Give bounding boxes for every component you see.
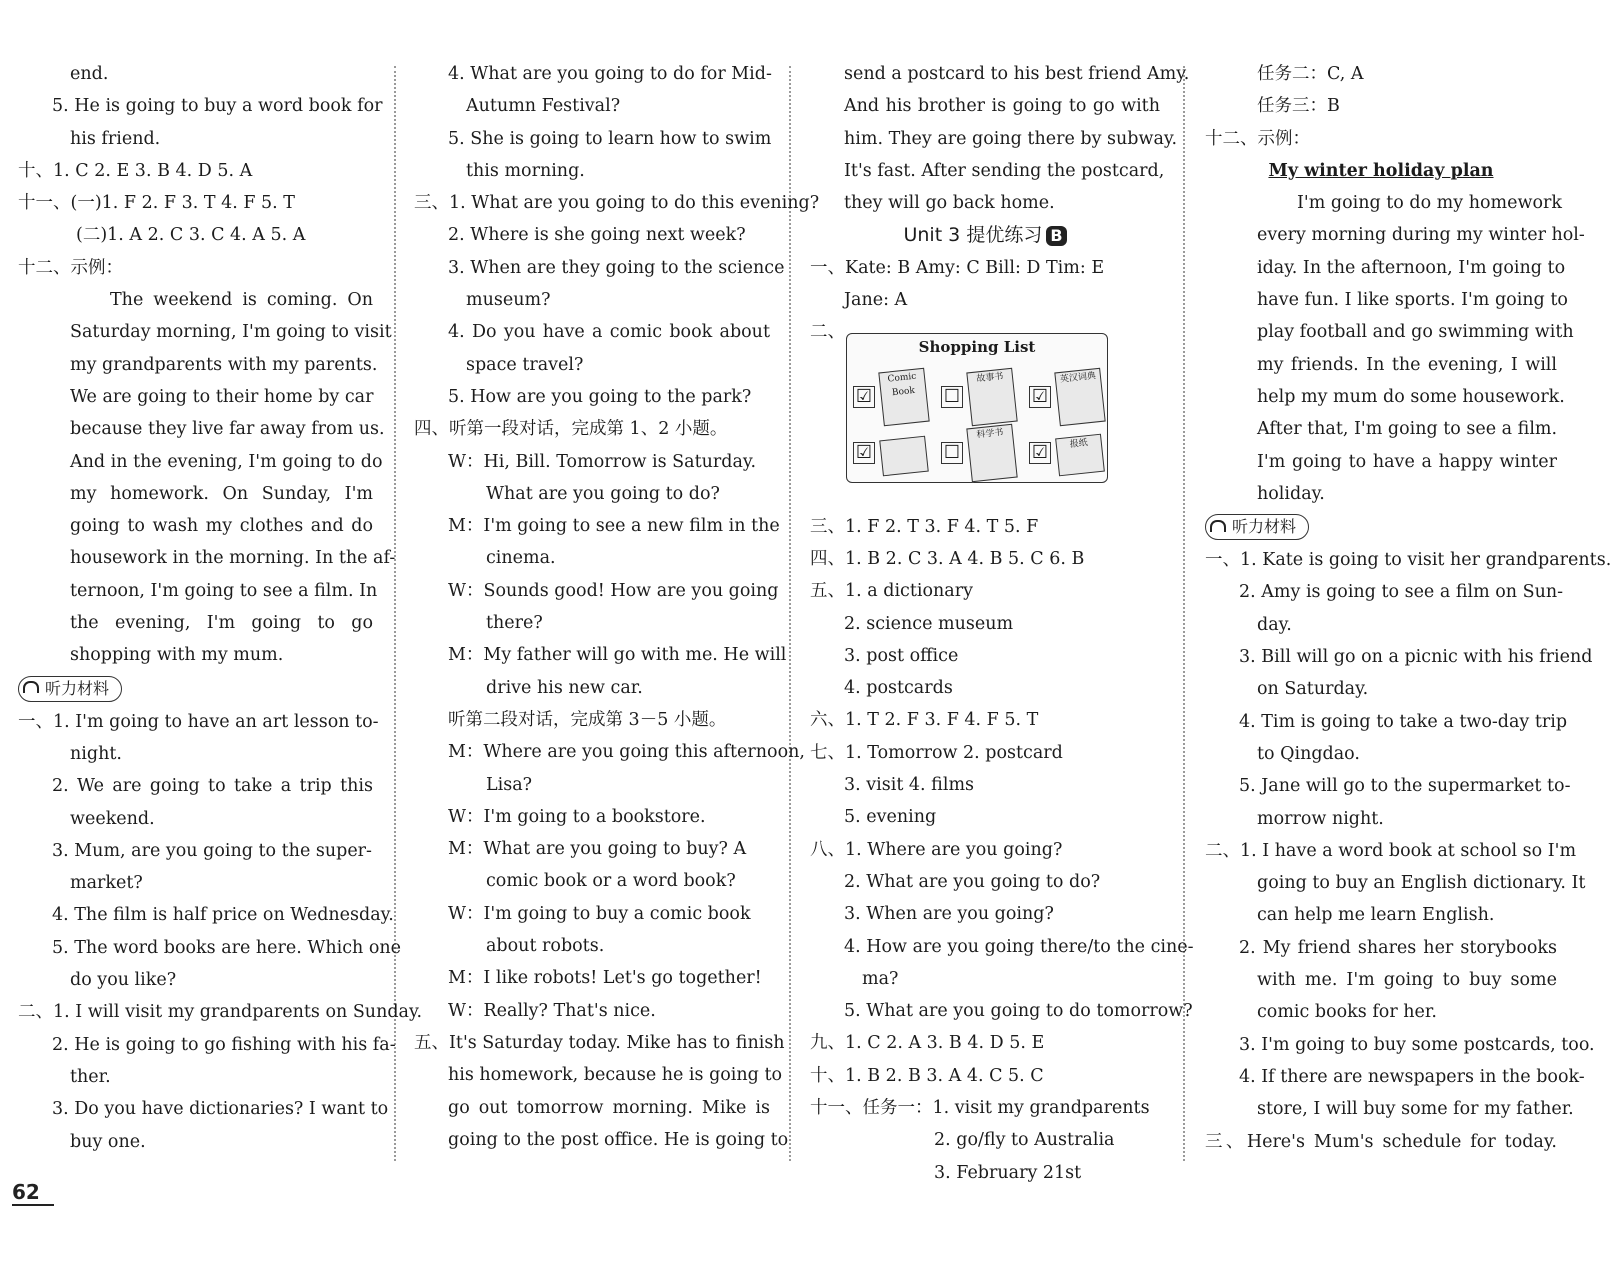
shopping-list-title: Shopping List (918, 338, 1036, 356)
shopping-item (941, 370, 1021, 424)
text-line: 任务三：B (1257, 96, 1340, 117)
answer-line: 五、1. a dictionary (810, 581, 973, 602)
checkbox: ☐ (941, 442, 963, 464)
answer-line: 四、1. B 2. C 3. A 4. B 5. C 6. B (810, 548, 1085, 569)
answer-line: 3. post office (844, 645, 959, 666)
answer-line: 2. go/fly to Australia (934, 1130, 1115, 1151)
answer-line: 十、1. C 2. E 3. B 4. D 5. A (18, 160, 253, 181)
text-line: to Qingdao. (1257, 743, 1360, 764)
answer-line: 3. When are you going? (844, 904, 1054, 925)
text-line: 5. The word books are here. Which one (52, 937, 402, 958)
dialogue-line: W：Sounds good! How are you going (448, 580, 779, 601)
text-line: 3. Mum, are you going to the super- (52, 840, 372, 861)
listening-badge (1205, 510, 1557, 544)
dialogue-line: M：I'm going to see a new film in the (448, 516, 780, 537)
text-line: museum? (466, 290, 551, 311)
column-1 (18, 58, 423, 1158)
text-line: ther. (70, 1066, 111, 1087)
answer-line: 4. How are you going there/to the cine- (844, 936, 1194, 957)
text-line: And his brother is going to go with (844, 96, 1160, 117)
text-line: buy one. (70, 1131, 146, 1152)
checkbox: ☑ (1029, 442, 1051, 464)
checkbox: ☑ (853, 386, 875, 408)
text-line: 3. I'm going to buy some postcards, too. (1239, 1034, 1595, 1055)
text-line: 2. Where is she going next week? (448, 225, 746, 246)
answer-line: 七、1. Tomorrow 2. postcard (810, 742, 1063, 763)
text-line: him. They are going there by subway. (844, 128, 1178, 149)
badge-label: 听力材料 (1232, 517, 1297, 537)
dialogue-line: drive his new car. (486, 677, 643, 698)
newspaper-icon: 报纸 (1055, 434, 1105, 477)
badge-label: 听力材料 (45, 678, 110, 698)
essay-line: The weekend is coming. On (110, 290, 373, 311)
text-line: his homework, because he is going to (448, 1065, 783, 1086)
text-line: with me. I'm going to buy some (1257, 970, 1557, 991)
dialogue-line: W：Really? That's nice. (448, 1000, 656, 1021)
section-heading: 十二、示例： (1205, 128, 1310, 149)
shopping-item (853, 426, 933, 480)
text-line: 4. If there are newspapers in the book- (1239, 1066, 1585, 1087)
text-line: going to buy an English dictionary. It (1257, 873, 1586, 894)
storybook-icon: 故事书 (966, 368, 1017, 427)
answer-line: 2. What are you going to do? (844, 871, 1101, 892)
text-line: 5. He is going to buy a word book for (52, 96, 383, 117)
text-line: end. (70, 64, 109, 84)
answer-line: 2. science museum (844, 613, 1014, 634)
text-line: Autumn Festival? (466, 96, 621, 117)
text-line: weekend. (70, 808, 155, 829)
text-line: Jane: A (844, 290, 908, 311)
essay-line: iday. In the afternoon, I'm going to (1257, 257, 1566, 278)
text-line: It's fast. After sending the postcard, (844, 160, 1165, 181)
science-book-icon: 科学书 (966, 424, 1017, 483)
text-line: 五、It's Saturday today. Mike has to finish (414, 1032, 785, 1053)
text-line: 3. Bill will go on a picnic with his friend (1239, 647, 1593, 668)
checkbox: ☑ (853, 442, 875, 464)
headphones-icon (23, 681, 39, 693)
text-line: 5. How are you going to the park? (448, 386, 752, 407)
essay-line: my friends. In the evening, I will (1257, 354, 1557, 375)
text-line: 三、1. What are you going to do this evening? (414, 193, 820, 214)
shopping-list-figure (846, 333, 1108, 483)
dialogue-line: What are you going to do? (486, 483, 720, 504)
answer-line: 九、1. C 2. A 3. B 4. D 5. E (810, 1033, 1045, 1054)
text-line: 二、1. I will visit my grandparents on Sunday. (18, 1002, 423, 1023)
unit-heading (810, 219, 1160, 251)
essay-line: play football and go swimming with (1257, 322, 1574, 343)
essay-line: every morning during my winter hol- (1257, 225, 1585, 246)
text-line: 一、1. I'm going to have an art lesson to- (18, 711, 379, 732)
text-line: 5. She is going to learn how to swim (448, 128, 772, 149)
text-line: going to the post office. He is going to (448, 1129, 789, 1150)
text-line: can help me learn English. (1257, 905, 1495, 926)
shopping-item (1029, 370, 1109, 424)
section-heading: 十二、示例： (18, 257, 123, 278)
text-line: 4. What are you going to do for Mid- (448, 64, 772, 84)
unit-title: Unit 3 提优练习 (903, 224, 1043, 247)
answer-line: 八、1. Where are you going? (810, 839, 1063, 860)
answer-line: 3. February 21st (934, 1162, 1082, 1183)
answer-line: (二)1. A 2. C 3. C 4. A 5. A (76, 225, 306, 246)
dialogue-line: there? (486, 613, 543, 634)
column-separator (789, 66, 791, 1161)
answer-line: 3. visit 4. films (844, 775, 975, 796)
column-4 (1205, 58, 1611, 1158)
text-line: 一、1. Kate is going to visit her grandparents. (1205, 550, 1611, 571)
column-separator (394, 66, 396, 1161)
text-line: 二、1. I have a word book at school so I'm (1205, 840, 1577, 861)
dialogue-line: Lisa? (486, 774, 533, 795)
text-line: they will go back home. (844, 193, 1055, 214)
checkbox: ☐ (941, 386, 963, 408)
text-line: 3. Do you have dictionaries? I want to (52, 1099, 389, 1120)
text-line: his friend. (70, 128, 161, 149)
comic-book-icon: Comic Book (878, 368, 929, 427)
answer-line: ma? (862, 968, 899, 989)
text-line: 4. Tim is going to take a two-day trip (1239, 711, 1568, 732)
dialogue-line: M：My father will go with me. He will (448, 645, 787, 666)
essay-line: going to wash my clothes and do (70, 516, 373, 537)
page-number (12, 1180, 54, 1206)
dialogue-line: M：I like robots! Let's go together! (448, 968, 762, 989)
text-line: 2. He is going to go fishing with his fa- (52, 1034, 396, 1055)
essay-line: holiday. (1257, 483, 1325, 504)
essay-line: my grandparents with my parents. (70, 354, 378, 375)
dialogue-line: comic book or a word book? (486, 871, 736, 892)
text-line: 听第二段对话，完成第 3－5 小题。 (448, 709, 727, 730)
text-line: 一、Kate: B Amy: C Bill: D Tim: E (810, 257, 1105, 278)
essay-line: I'm going to have a happy winter (1257, 451, 1557, 472)
essay-line: shopping with my mum. (70, 645, 284, 666)
dialogue-line: W：I'm going to a bookstore. (448, 806, 706, 827)
answer-line: 三、1. F 2. T 3. F 4. T 5. F (810, 516, 1039, 537)
answer-line: 5. What are you going to do tomorrow? (844, 1001, 1193, 1022)
text-line: store, I will buy some for my father. (1257, 1099, 1574, 1120)
page-number-label: 62 (12, 1180, 54, 1206)
level-b-badge: B (1046, 226, 1066, 246)
text-line: on Saturday. (1257, 679, 1369, 700)
checkbox: ☑ (1029, 386, 1051, 408)
answer-line: 十一、任务一：1. visit my grandparents (810, 1098, 1150, 1119)
text-line: 5. Jane will go to the supermarket to- (1239, 776, 1571, 797)
essay-line: the evening, I'm going to go (70, 613, 373, 634)
text-line: 任务二：C, A (1257, 64, 1364, 84)
dialogue-line: W：I'm going to buy a comic book (448, 903, 751, 924)
dialogue-line: M：What are you going to buy? A (448, 839, 747, 860)
essay-line: because they live far away from us. (70, 419, 385, 440)
essay-line: We are going to their home by car (70, 386, 374, 407)
text-line: 2. We are going to take a trip this (52, 776, 373, 797)
answer-line: 4. postcards (844, 678, 953, 699)
text-line: 3. When are they going to the science (448, 257, 785, 278)
text-line: night. (70, 743, 122, 764)
essay-line: And in the evening, I'm going to do (70, 451, 383, 472)
text-line: 三、Here's Mum's schedule for today. (1205, 1131, 1557, 1152)
text-line: morrow night. (1257, 808, 1384, 829)
dialogue-line: cinema. (486, 548, 556, 569)
text-line: 4. Do you have a comic book about (448, 322, 770, 343)
text-line: 2. My friend shares her storybooks (1239, 937, 1557, 958)
dialogue-line: about robots. (486, 936, 605, 957)
text-line: comic books for her. (1257, 1002, 1437, 1023)
text-line: this morning. (466, 160, 585, 181)
postcard-icon (879, 436, 929, 477)
essay-title: My winter holiday plan (1268, 160, 1494, 181)
text-line: day. (1257, 614, 1292, 635)
answer-line: 六、1. T 2. F 3. F 4. F 5. T (810, 710, 1039, 731)
essay-line: Saturday morning, I'm going to visit (70, 322, 392, 343)
listening-badge (18, 672, 373, 706)
text-line: do you like? (70, 970, 177, 991)
essay-line: my homework. On Sunday, I'm (70, 483, 373, 504)
shopping-item (853, 370, 933, 424)
essay-line: I'm going to do my homework (1297, 193, 1562, 214)
answer-line: 5. evening (844, 807, 937, 828)
text-line: go out tomorrow morning. Mike is (448, 1097, 770, 1118)
dialogue-line: M：Where are you going this afternoon, (448, 742, 805, 763)
text-line: market? (70, 873, 143, 894)
text-line: 四、听第一段对话，完成第 1、2 小题。 (414, 419, 728, 440)
shopping-item (941, 426, 1021, 480)
answer-line: 十一、(一)1. F 2. F 3. T 4. F 5. T (18, 193, 295, 214)
section-label: 二、 (810, 322, 845, 343)
dialogue-line: W：Hi, Bill. Tomorrow is Saturday. (448, 451, 757, 472)
text-line: 2. Amy is going to see a film on Sun- (1239, 582, 1564, 603)
headphones-icon (1210, 520, 1226, 532)
essay-line: help my mum do some housework. (1257, 386, 1565, 407)
text-line: send a postcard to his best friend Amy. (844, 64, 1190, 84)
essay-line: ternoon, I'm going to see a film. In (70, 580, 378, 601)
answer-line: 十、1. B 2. B 3. A 4. C 5. C (810, 1065, 1044, 1086)
text-line: space travel? (466, 354, 584, 375)
essay-line: After that, I'm going to see a film. (1257, 419, 1558, 440)
essay-line: housework in the morning. In the af- (70, 548, 396, 569)
text-line: 4. The film is half price on Wednesday. (52, 905, 394, 926)
dictionary-icon: 英汉词典 (1054, 368, 1105, 427)
shopping-item (1029, 426, 1109, 480)
column-2 (414, 58, 820, 1156)
essay-line: have fun. I like sports. I'm going to (1257, 290, 1568, 311)
column-3 (810, 58, 1194, 1189)
